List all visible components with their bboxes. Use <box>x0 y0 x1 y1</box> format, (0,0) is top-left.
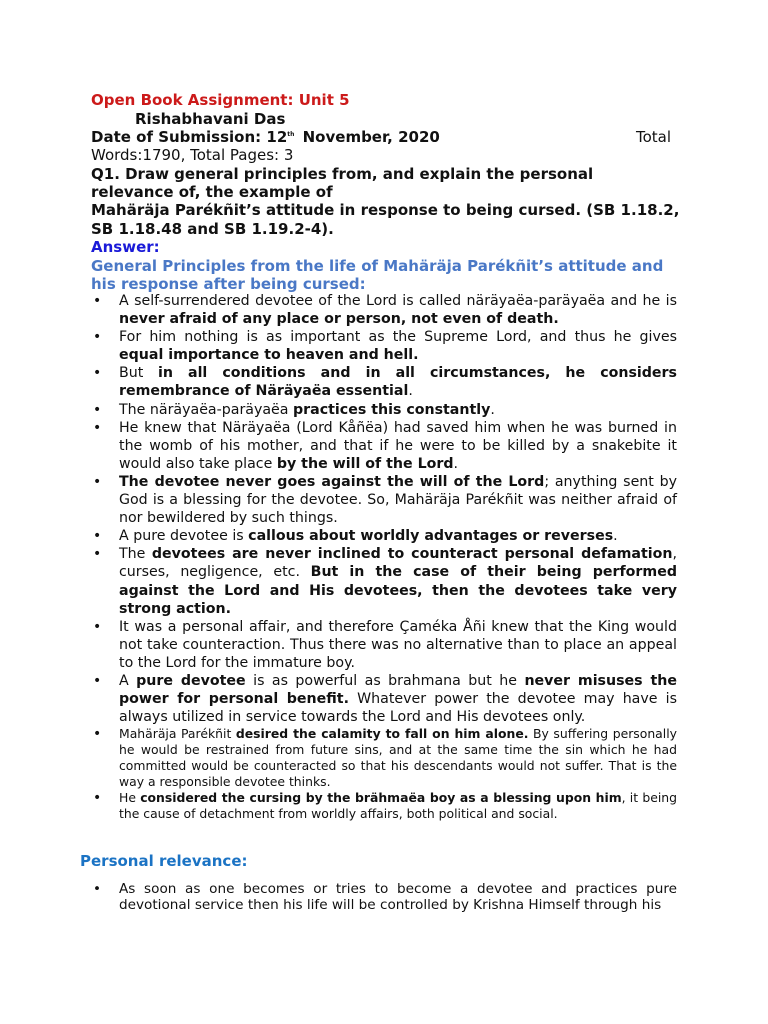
bullet-icon: • <box>93 401 102 418</box>
date-prefix: Date of Submission: 12 <box>91 128 288 146</box>
bullet-icon: • <box>93 546 102 563</box>
list-item: • Mahäräja Parékñit desired the calamity to fall on him alone. By suffering personally he would be restrained from future sins, and at the same time the sin which he had committed would be counteracted so that his descendants would not suffer. That is the way a responsible devotee thinks. <box>93 726 677 790</box>
bullet-icon: • <box>93 329 102 346</box>
submission-date <box>91 128 671 146</box>
list-item: • For him nothing is as important as the Supreme Lord, and thus he gives equal importance to heaven and hell. <box>93 329 677 364</box>
question-text <box>91 165 681 238</box>
list-item: • A self-surrendered devotee of the Lord is called näräyaëa-paräyaëa and he is never afraid of any place or person, not even of death. <box>93 293 677 328</box>
list-item: • A pure devotee is callous about worldly advantages or reverses. <box>93 528 618 545</box>
bullet-icon: • <box>93 293 102 309</box>
list-item: • The devotees are never inclined to counteract personal defamation, curses, negligence, etc. But in the case of their being performed against the Lord and His devotees, then the devotees take very strong action. <box>93 546 677 617</box>
bullet-icon: • <box>93 726 102 743</box>
word-count: Words:1790, Total Pages: 3 <box>91 146 294 164</box>
list-item: • He knew that Näräyaëa (Lord Kåñëa) had saved him when he was burned in the womb of his mother, and that if he were to be killed by a snakebite it would also take place by the will of the Lord. <box>93 419 677 472</box>
bullet-icon: • <box>93 881 102 897</box>
question-line: Q1. Draw general principles from, and explain the personal <box>91 165 594 183</box>
document-title: Open Book Assignment: Unit 5 <box>91 91 350 109</box>
list-item: • The devotee never goes against the will of the Lord; anything sent by God is a blessing for the devotee. So, Mahäräja Parékñit was neither afraid of nor bewildered by such things. <box>93 473 677 527</box>
list-item: • It was a personal affair, and therefore Çaméka Åñi knew that the King would not take counteraction. Thus there was no alternative than to place an appeal to the Lord for the immature boy. <box>93 618 677 671</box>
bullet-icon: • <box>93 473 102 490</box>
author-name: Rishabhavani Das <box>135 110 286 128</box>
principles-heading: General Principles from the life of Mahäräja Parékñit’s attitude and his response after being cursed: <box>91 257 664 294</box>
bullet-icon: • <box>93 419 102 436</box>
list-item: • He considered the cursing by the brähmaëa boy as a blessing upon him, it being the cause of detachment from worldly affairs, both political and social. <box>93 790 677 822</box>
total-label: Total <box>635 128 671 146</box>
date-superscript: th <box>287 131 295 138</box>
question-line: relevance of, the example of <box>91 183 333 202</box>
answer-label: Answer: <box>91 238 160 256</box>
bullet-icon: • <box>93 672 102 689</box>
principles-list <box>91 292 677 822</box>
date-suffix: November, 2020 <box>297 128 440 146</box>
bullet-icon: • <box>93 618 102 635</box>
bullet-icon: • <box>93 528 102 545</box>
personal-relevance-list <box>91 881 677 913</box>
personal-relevance-heading: Personal relevance: <box>80 852 248 870</box>
list-item: • The näräyaëa-paräyaëa practices this constantly. <box>93 401 495 418</box>
list-item: • A pure devotee is as powerful as brahmana but he never misuses the power for personal benefit. Whatever power the devotee may have is always utilized in service towards the Lord and His devotees only. <box>93 672 677 726</box>
question-line: Mahäräja Parékñit’s attitude in response to being cursed. (SB 1.18.2, SB 1.18.48 and SB 1.19.2-4). <box>91 201 680 238</box>
list-item: • As soon as one becomes or tries to become a devotee and practices pure devotional service then his life will be controlled by Krishna Himself through his <box>93 881 677 914</box>
bullet-icon: • <box>93 365 102 382</box>
bullet-icon: • <box>93 790 102 807</box>
list-item: • But in all conditions and in all circumstances, he considers remembrance of Näräyaëa essential. <box>93 365 677 400</box>
